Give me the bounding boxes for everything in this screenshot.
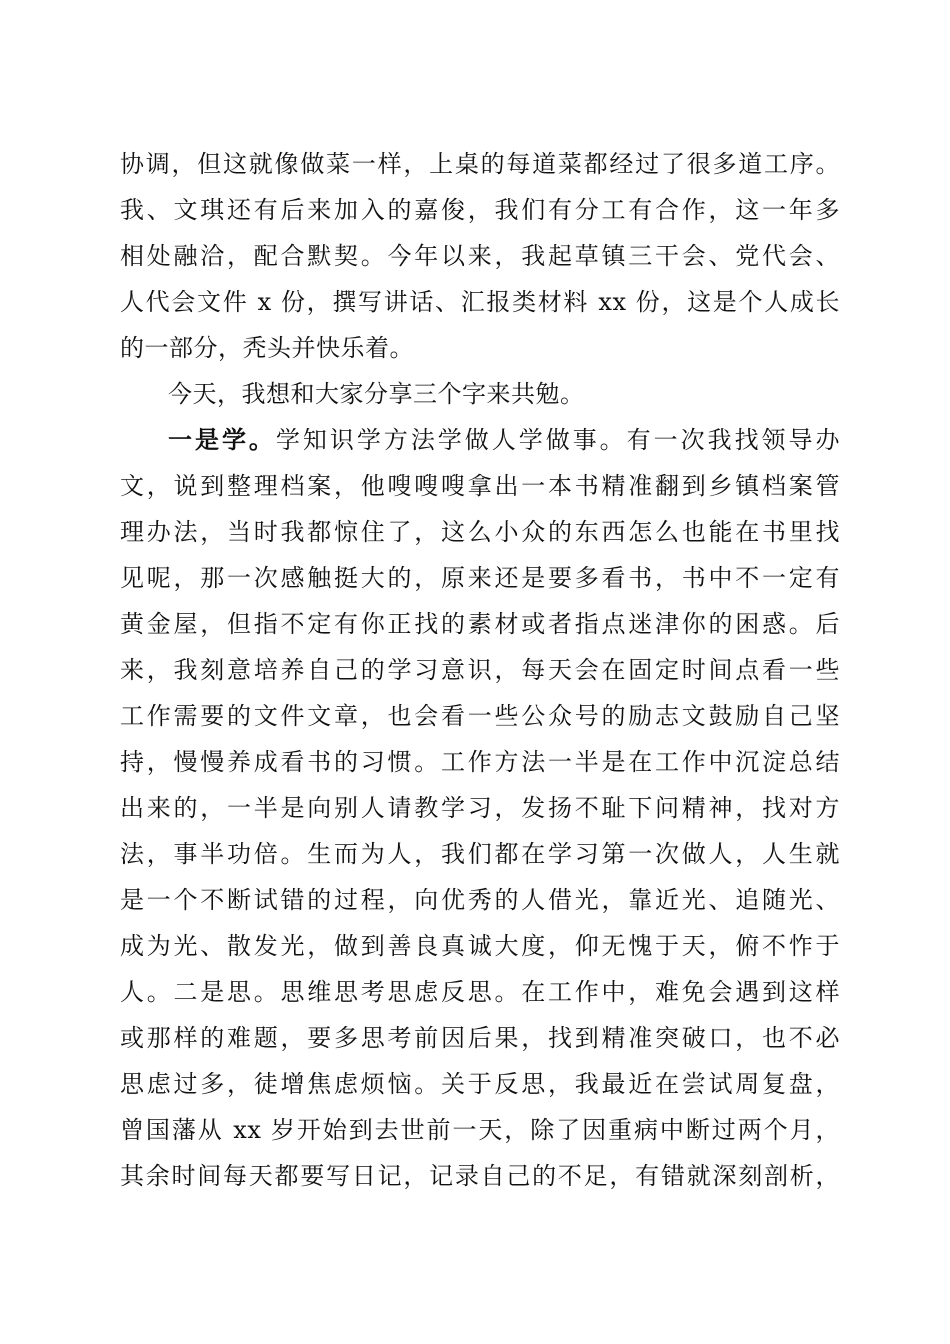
text-line: 曾国藩从 xx 岁开始到去世前一天，除了因重病中断过两个月， <box>120 1116 840 1144</box>
text-line <box>120 417 840 463</box>
text-line: 人。二是思。思维思考思虑反思。在工作中，难免会遇到这样 <box>120 978 840 1006</box>
text-line: 协调，但这就像做菜一样，上桌的每道菜都经过了很多道工序。 <box>120 150 840 178</box>
text-line: 我、文琪还有后来加入的嘉俊，我们有分工有合作，这一年多 <box>120 196 840 224</box>
text-line: 今天，我想和大家分享三个字来共勉。 <box>168 380 585 408</box>
section-lead-heading: 一是学。 <box>168 425 276 454</box>
text-line: 法，事半功倍。生而为人，我们都在学习第一次做人，人生就 <box>120 840 840 868</box>
text-line: 思虑过多，徒增焦虑烦恼。关于反思，我最近在尝试周复盘， <box>120 1070 840 1098</box>
text-line: 出来的，一半是向别人请教学习，发扬不耻下问精神，找对方 <box>120 794 840 822</box>
text-line: 黄金屋，但指不定有你正找的素材或者指点迷津你的困惑。后 <box>120 610 840 638</box>
paragraph-1 <box>120 141 840 371</box>
text-line: 相处融洽，配合默契。今年以来，我起草镇三干会、党代会、 <box>120 242 840 270</box>
text-line: 理办法，当时我都惊住了，这么小众的东西怎么也能在书里找 <box>120 518 840 546</box>
paragraph-2 <box>120 371 840 417</box>
text-line: 文，说到整理档案，他嗖嗖嗖拿出一本书精准翻到乡镇档案管 <box>120 472 840 500</box>
body-text <box>120 141 840 1199</box>
text-line: 持，慢慢养成看书的习惯。工作方法一半是在工作中沉淀总结 <box>120 748 840 776</box>
text-line: 工作需要的文件文章，也会看一些公众号的励志文鼓励自己坚 <box>120 702 840 730</box>
text-line: 的一部分，秃头并快乐着。 <box>120 334 414 362</box>
text-line: 成为光、散发光，做到善良真诚大度，仰无愧于天，俯不怍于 <box>120 932 840 960</box>
paragraph-3 <box>120 417 840 1199</box>
text-line: 其余时间每天都要写日记，记录自己的不足，有错就深刻剖析， <box>120 1162 840 1190</box>
text-line: 是一个不断试错的过程，向优秀的人借光，靠近光、追随光、 <box>120 886 840 914</box>
text-span: 学知识学方法学做人学做事。有一次我找领导办 <box>275 426 841 454</box>
text-line: 人代会文件 x 份，撰写讲话、汇报类材料 xx 份，这是个人成长 <box>120 288 840 316</box>
text-line: 或那样的难题，要多思考前因后果，找到精准突破口，也不必 <box>120 1024 840 1052</box>
text-line: 见呢，那一次感触挺大的，原来还是要多看书，书中不一定有 <box>120 564 840 592</box>
text-line: 来，我刻意培养自己的学习意识，每天会在固定时间点看一些 <box>120 656 840 684</box>
